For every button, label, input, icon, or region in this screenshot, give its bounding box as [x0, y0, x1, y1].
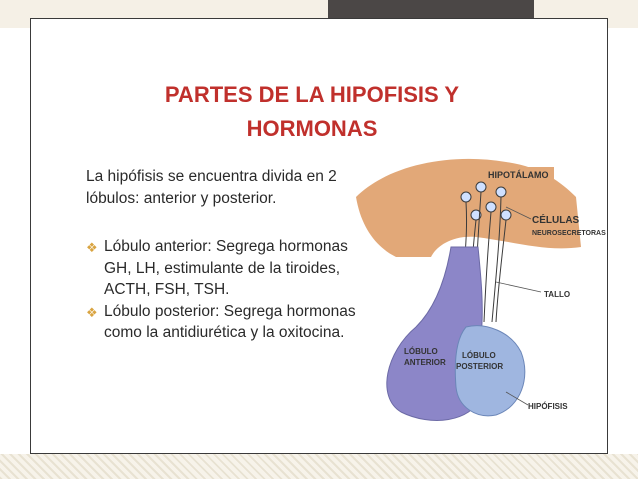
title-line-1: PARTES DE LA HIPOFISIS Y	[164, 82, 460, 107]
intro-text: La hipófisis se encuentra divida en 2 lóbulos: anterior y posterior.	[86, 168, 337, 207]
bullet-icon: ❖	[86, 240, 98, 255]
label-lobulo-posterior-2: POSTERIOR	[456, 362, 504, 371]
bullet-text-anterior: Lóbulo anterior: Segrega hormonas GH, LH, estimulante de la tiroides, ACTH, FSH, TSH.	[104, 238, 348, 298]
bullet-icon: ❖	[86, 304, 98, 320]
label-neurosecretoras: NEUROSECRETORAS	[532, 230, 606, 237]
bullet-item-posterior	[86, 301, 356, 344]
label-lobulo-posterior-1: LÓBULO	[462, 351, 496, 360]
pituitary-diagram	[356, 157, 606, 427]
label-lobulo-anterior-1: LÓBULO	[404, 347, 438, 356]
label-hipofisis: HIPÓFISIS	[528, 402, 568, 411]
bottom-decoration-bar	[0, 454, 638, 479]
slide-title	[120, 78, 504, 146]
bullet-item-anterior	[86, 236, 356, 301]
title-line-2: HORMONAS	[246, 116, 378, 141]
label-celulas: CÉLULAS	[532, 215, 580, 226]
label-tallo: TALLO	[544, 290, 571, 299]
bullet-list	[86, 236, 356, 344]
label-hipotalamo: HIPOTÁLAMO	[488, 170, 549, 180]
label-lobulo-anterior-2: ANTERIOR	[404, 358, 446, 367]
bullet-text-posterior: Lóbulo posterior: Segrega hormonas como la antidiurética y la oxitocina.	[104, 302, 356, 341]
